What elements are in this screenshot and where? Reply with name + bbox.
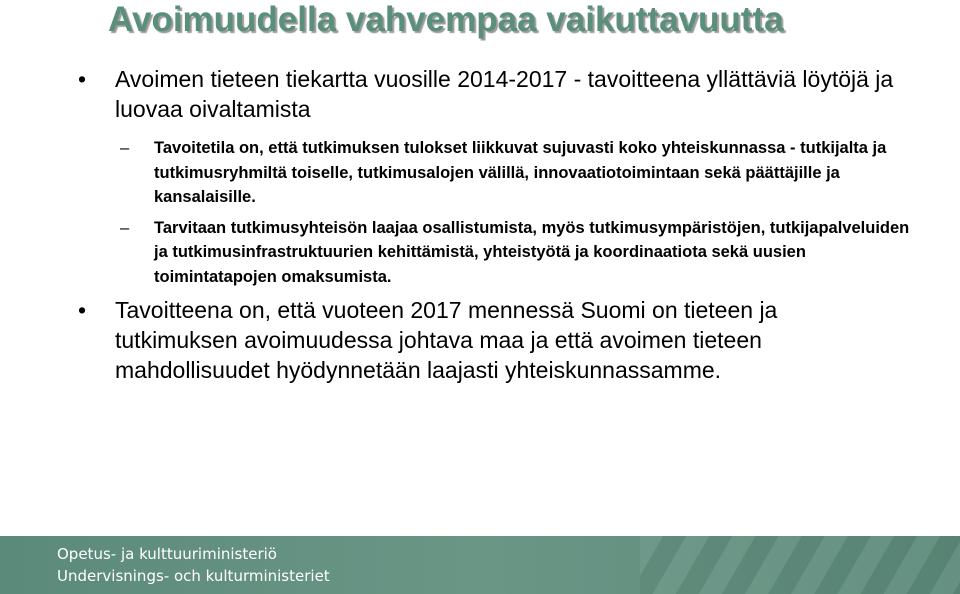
dash-icon: – <box>120 139 130 157</box>
sub-bullet-item <box>76 216 914 290</box>
dash-icon: – <box>120 218 130 237</box>
bullet-icon: • <box>78 66 87 92</box>
ministry-name-sv: Undervisnings- och kulturministeriet <box>57 567 330 585</box>
bullet-item <box>76 295 906 385</box>
slide-content <box>76 64 910 397</box>
footer-decoration <box>640 536 960 594</box>
slide-title: Avoimuudella vahvempaa vaikuttavuutta <box>108 0 784 39</box>
ministry-name-fi: Opetus- ja kulttuuriministeriö <box>57 545 277 563</box>
bullet-icon: • <box>78 297 87 323</box>
bullet-item <box>76 64 906 124</box>
bullet-text: Avoimen tieteen tiekartta vuosille 2014-2017 - tavoitteena yllättäviä löytöjä ja luovaa oivaltamista <box>115 66 894 122</box>
sub-bullet-text: Tarvitaan tutkimusyhteisön laajaa osallistumista, myös tutkimusympäristöjen, tutkijapalveluiden ja tutkimusinfrastruktuurien kehittämistä, yhteistyötä ja koordinaatiota sekä uusien toimintatapojen omaksumista. <box>154 218 910 286</box>
sub-bullet-text: Tavoitetila on, että tutkimuksen tulokset liikkuvat sujuvasti koko yhteiskunnassa - tutkijalta ja tutkimusryhmiltä toiselle, tutkimusalojen välillä, innovaatiotoimintaan sekä päättäjille ja kansalaisille. <box>154 139 887 206</box>
footer-bar <box>0 536 960 594</box>
bullet-text: Tavoitteena on, että vuoteen 2017 mennessä Suomi on tieteen ja tutkimuksen avoimuudessa johtava maa ja että avoimen tieteen mahdollisuudet hyödynnetään laajasti yhteiskunnassamme. <box>115 297 778 383</box>
sub-bullet-item <box>76 136 914 210</box>
